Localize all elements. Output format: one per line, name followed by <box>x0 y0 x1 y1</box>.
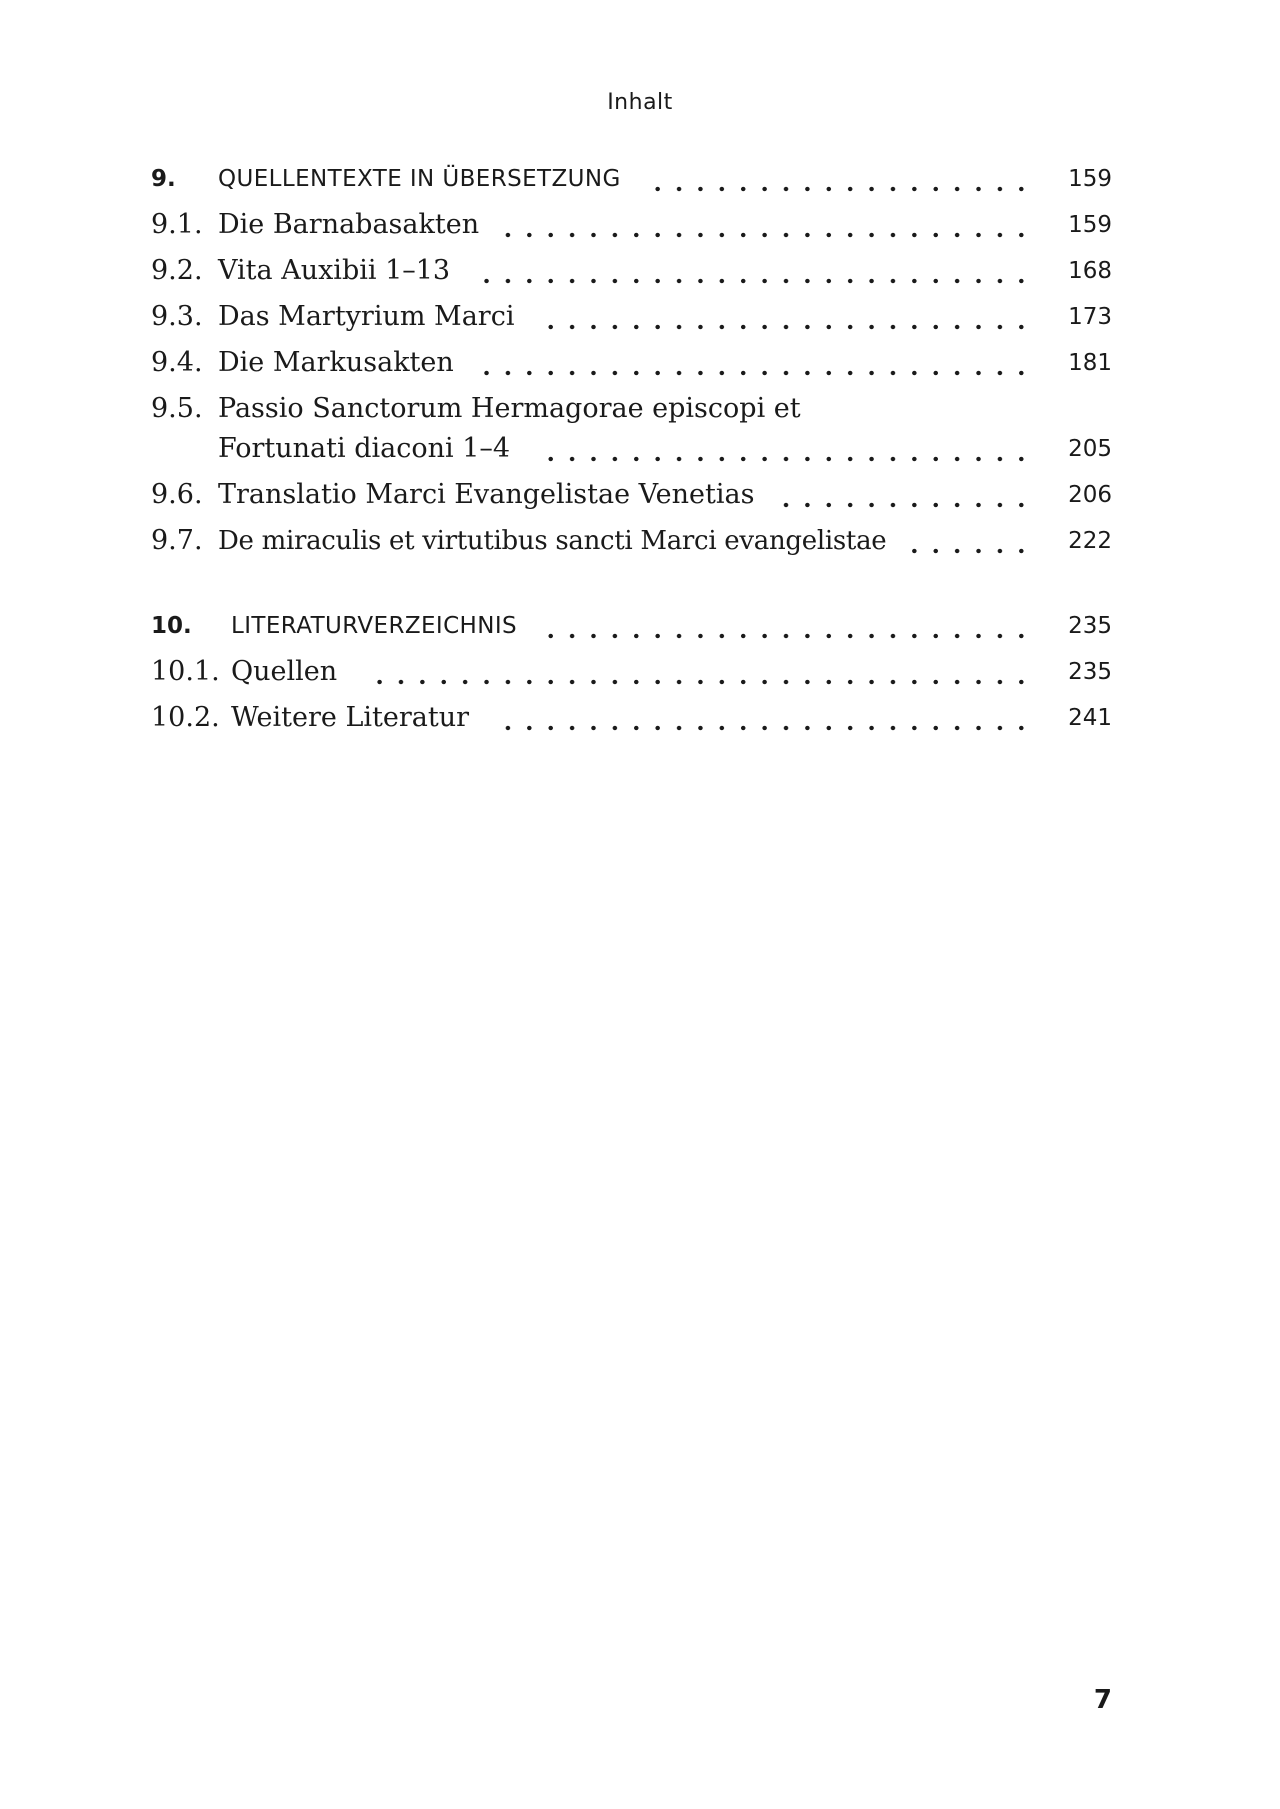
dot-leader <box>780 502 1032 508</box>
entry-number: 9.6. <box>151 479 203 510</box>
entry-title: Weitere Literatur <box>231 701 481 735</box>
dot-leader <box>363 679 1032 685</box>
dot-leader <box>536 456 1032 462</box>
toc-section-10 <box>151 606 1112 744</box>
toc-entry-row[interactable] <box>151 205 1112 251</box>
entry-title: Die Barnabasakten <box>218 208 491 242</box>
entry-number: 9.5. <box>151 393 203 424</box>
dot-leader <box>912 548 1032 554</box>
toc-entry-row[interactable] <box>151 521 1112 567</box>
entry-number: 9.4. <box>151 347 203 378</box>
page-ref: 206 <box>1068 482 1112 508</box>
page-ref: 241 <box>1068 705 1112 731</box>
page-ref: 173 <box>1068 304 1112 330</box>
dot-leader <box>495 725 1032 731</box>
dot-leader <box>505 232 1032 238</box>
entry-title: De miraculis et virtutibus sancti Marci evangelistae <box>218 524 898 558</box>
page-ref: 205 <box>1068 436 1112 462</box>
entry-number: 10.2. <box>151 702 220 733</box>
page-ref: 222 <box>1068 528 1112 554</box>
entry-title-line-1: Passio Sanctorum Hermagorae episcopi et <box>218 393 801 424</box>
entry-number: 9.7. <box>151 525 203 556</box>
page-ref: 181 <box>1068 350 1112 376</box>
dot-leader <box>543 633 1032 639</box>
page-ref: 159 <box>1068 212 1112 238</box>
toc-entry-row[interactable] <box>151 389 1112 475</box>
entry-title: Translatio Marci Evangelistae Venetias <box>218 478 766 512</box>
entry-number: 9.1. <box>151 209 203 240</box>
page-ref: 235 <box>1068 659 1112 685</box>
toc-section-9 <box>151 159 1112 567</box>
dot-leader <box>647 186 1032 192</box>
entry-title: Vita Auxibii 1–13 <box>218 254 462 288</box>
page-ref: 168 <box>1068 258 1112 284</box>
page-ref: 235 <box>1068 613 1112 639</box>
section-number: 9. <box>151 166 176 192</box>
toc-entry-row[interactable] <box>151 251 1112 297</box>
dot-leader <box>476 278 1032 284</box>
section-number: 10. <box>151 613 192 639</box>
entry-number: 9.3. <box>151 301 203 332</box>
entry-title: Quellen <box>231 655 349 689</box>
entry-number: 10.1. <box>151 656 220 687</box>
dot-leader <box>540 324 1032 330</box>
entry-number: 9.2. <box>151 255 203 286</box>
toc-entry-row[interactable] <box>151 475 1112 521</box>
dot-leader <box>480 370 1032 376</box>
entry-title-line-2: Fortunati diaconi 1–4 <box>218 432 522 466</box>
toc-heading-row[interactable] <box>151 606 1112 652</box>
page-number: 7 <box>1093 1685 1112 1715</box>
section-title: QUELLENTEXTE IN ÜBERSETZUNG <box>218 162 633 196</box>
running-head: Inhalt <box>607 90 673 115</box>
toc-entry-row[interactable] <box>151 297 1112 343</box>
page-ref: 159 <box>1068 166 1112 192</box>
toc-entry-row[interactable] <box>151 698 1112 744</box>
section-title: LITERATURVERZEICHNIS <box>231 609 529 643</box>
entry-title: Das Martyrium Marci <box>218 300 526 334</box>
toc-entry-row[interactable] <box>151 343 1112 389</box>
toc-heading-row[interactable] <box>151 159 1112 205</box>
toc-entry-row[interactable] <box>151 652 1112 698</box>
entry-title: Die Markusakten <box>218 346 466 380</box>
